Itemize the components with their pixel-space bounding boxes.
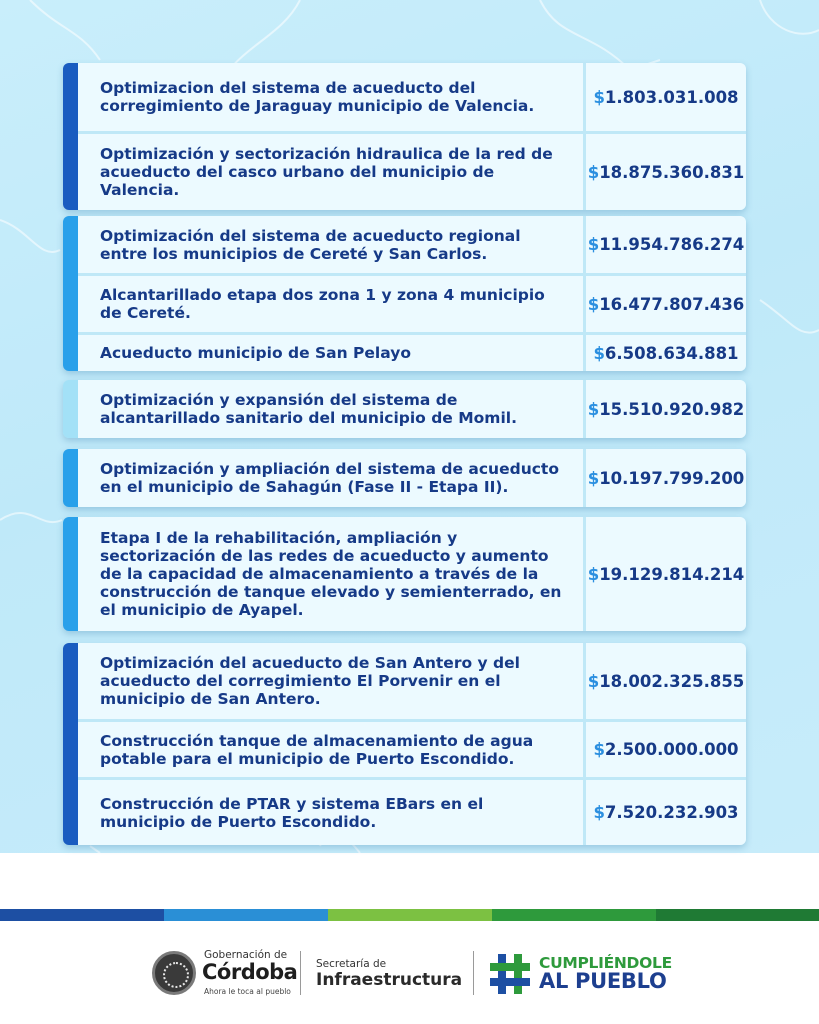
project-description: Optimización y expansión del sistema de alcantarillado sanitario del municipio de Momil. (78, 380, 583, 438)
project-amount (586, 643, 746, 719)
currency-symbol: $ (587, 235, 600, 254)
project-description: Acueducto municipio de San Pelayo (78, 335, 583, 371)
project-row (78, 380, 746, 438)
amount-value: 6.508.634.881 (604, 343, 739, 363)
project-description: Optimización del acueducto de San Antero y del acueducto del corregimiento El Porvenir en el municipio de San Antero. (78, 643, 583, 719)
secretaria-name: Infraestructura (316, 970, 463, 990)
currency-symbol: $ (587, 162, 600, 182)
group-accent-bar (63, 643, 78, 845)
project-amount (586, 722, 746, 777)
amount-value: 11.954.786.274 (599, 235, 745, 254)
project-amount (586, 335, 746, 371)
gobernacion-seal-icon (152, 951, 196, 995)
project-row (78, 335, 746, 371)
project-amount (586, 63, 746, 131)
project-row (78, 216, 746, 273)
amount-value: 2.500.000.000 (604, 740, 739, 759)
slogan-line-1: CUMPLIÉNDOLE (539, 954, 672, 972)
currency-symbol: $ (587, 294, 600, 314)
currency-symbol: $ (587, 564, 600, 584)
project-group (63, 449, 746, 507)
currency-symbol: $ (587, 468, 600, 488)
project-amount (586, 216, 746, 273)
project-amount (586, 134, 746, 210)
amount-value: 15.510.920.982 (599, 399, 745, 419)
project-description: Optimizacion del sistema de acueducto del corregimiento de Jaraguay municipio de Valencia. (78, 63, 583, 131)
currency-symbol: $ (593, 343, 605, 363)
project-group (63, 517, 746, 631)
currency-symbol: $ (593, 740, 605, 759)
stripe-segment (164, 909, 328, 921)
currency-symbol: $ (593, 87, 605, 107)
group-accent-bar (63, 517, 78, 631)
currency-symbol: $ (587, 399, 600, 419)
project-row (78, 643, 746, 719)
stripe-segment (0, 909, 164, 921)
project-row (78, 63, 746, 131)
gobernacion-name: Córdoba (202, 960, 298, 984)
project-row (78, 722, 746, 777)
group-accent-bar (63, 380, 78, 438)
project-description: Construcción tanque de almacenamiento de agua potable para el municipio de Puerto Escondido. (78, 722, 583, 777)
project-row (78, 449, 746, 507)
amount-value: 7.520.232.903 (604, 803, 739, 822)
project-group (63, 63, 746, 210)
stripe-segment (328, 909, 492, 921)
amount-value: 19.129.814.214 (599, 564, 745, 584)
amount-value: 10.197.799.200 (599, 468, 745, 488)
stripe-segment (656, 909, 819, 921)
project-row (78, 276, 746, 332)
stripe-segment (492, 909, 656, 921)
project-row (78, 134, 746, 210)
amount-value: 18.875.360.831 (599, 162, 745, 182)
amount-value: 1.803.031.008 (604, 87, 739, 107)
project-row (78, 780, 746, 845)
hashtag-logo-icon (488, 952, 532, 996)
logo-divider (473, 951, 474, 995)
project-row (78, 517, 746, 631)
group-accent-bar (63, 63, 78, 210)
project-group (63, 380, 746, 438)
logo-divider (300, 951, 301, 995)
project-description: Optimización del sistema de acueducto regional entre los municipios de Cereté y San Carlos. (78, 216, 583, 273)
gobernacion-tagline: Ahora le toca al pueblo (204, 987, 291, 996)
project-amount (586, 517, 746, 631)
project-group (63, 643, 746, 845)
project-description: Etapa I de la rehabilitación, ampliación y sectorización de las redes de acueducto y aumento de la capacidad de almacenamiento a través de la construcción de tanque elevado y semienterrado, en el municipio de Ayapel. (78, 517, 583, 631)
gobernacion-label: Gobernación de (204, 949, 288, 961)
project-description: Optimización y ampliación del sistema de acueducto en el municipio de Sahagún (Fase II - Etapa II). (78, 449, 583, 507)
project-description: Optimización y sectorización hidraulica de la red de acueducto del casco urbano del municipio de Valencia. (78, 134, 583, 210)
amount-value: 18.002.325.855 (599, 671, 745, 691)
project-amount (586, 276, 746, 332)
project-amount (586, 449, 746, 507)
currency-symbol: $ (593, 803, 605, 822)
project-group (63, 216, 746, 371)
currency-symbol: $ (587, 671, 600, 691)
amount-value: 16.477.807.436 (599, 294, 745, 314)
group-accent-bar (63, 449, 78, 507)
project-amount (586, 380, 746, 438)
group-accent-bar (63, 216, 78, 371)
project-description: Alcantarillado etapa dos zona 1 y zona 4 municipio de Cereté. (78, 276, 583, 332)
slogan-line-2: AL PUEBLO (539, 969, 667, 993)
project-description: Construcción de PTAR y sistema EBars en el municipio de Puerto Escondido. (78, 780, 583, 845)
secretaria-label: Secretaría de (316, 958, 387, 970)
project-amount (586, 780, 746, 845)
